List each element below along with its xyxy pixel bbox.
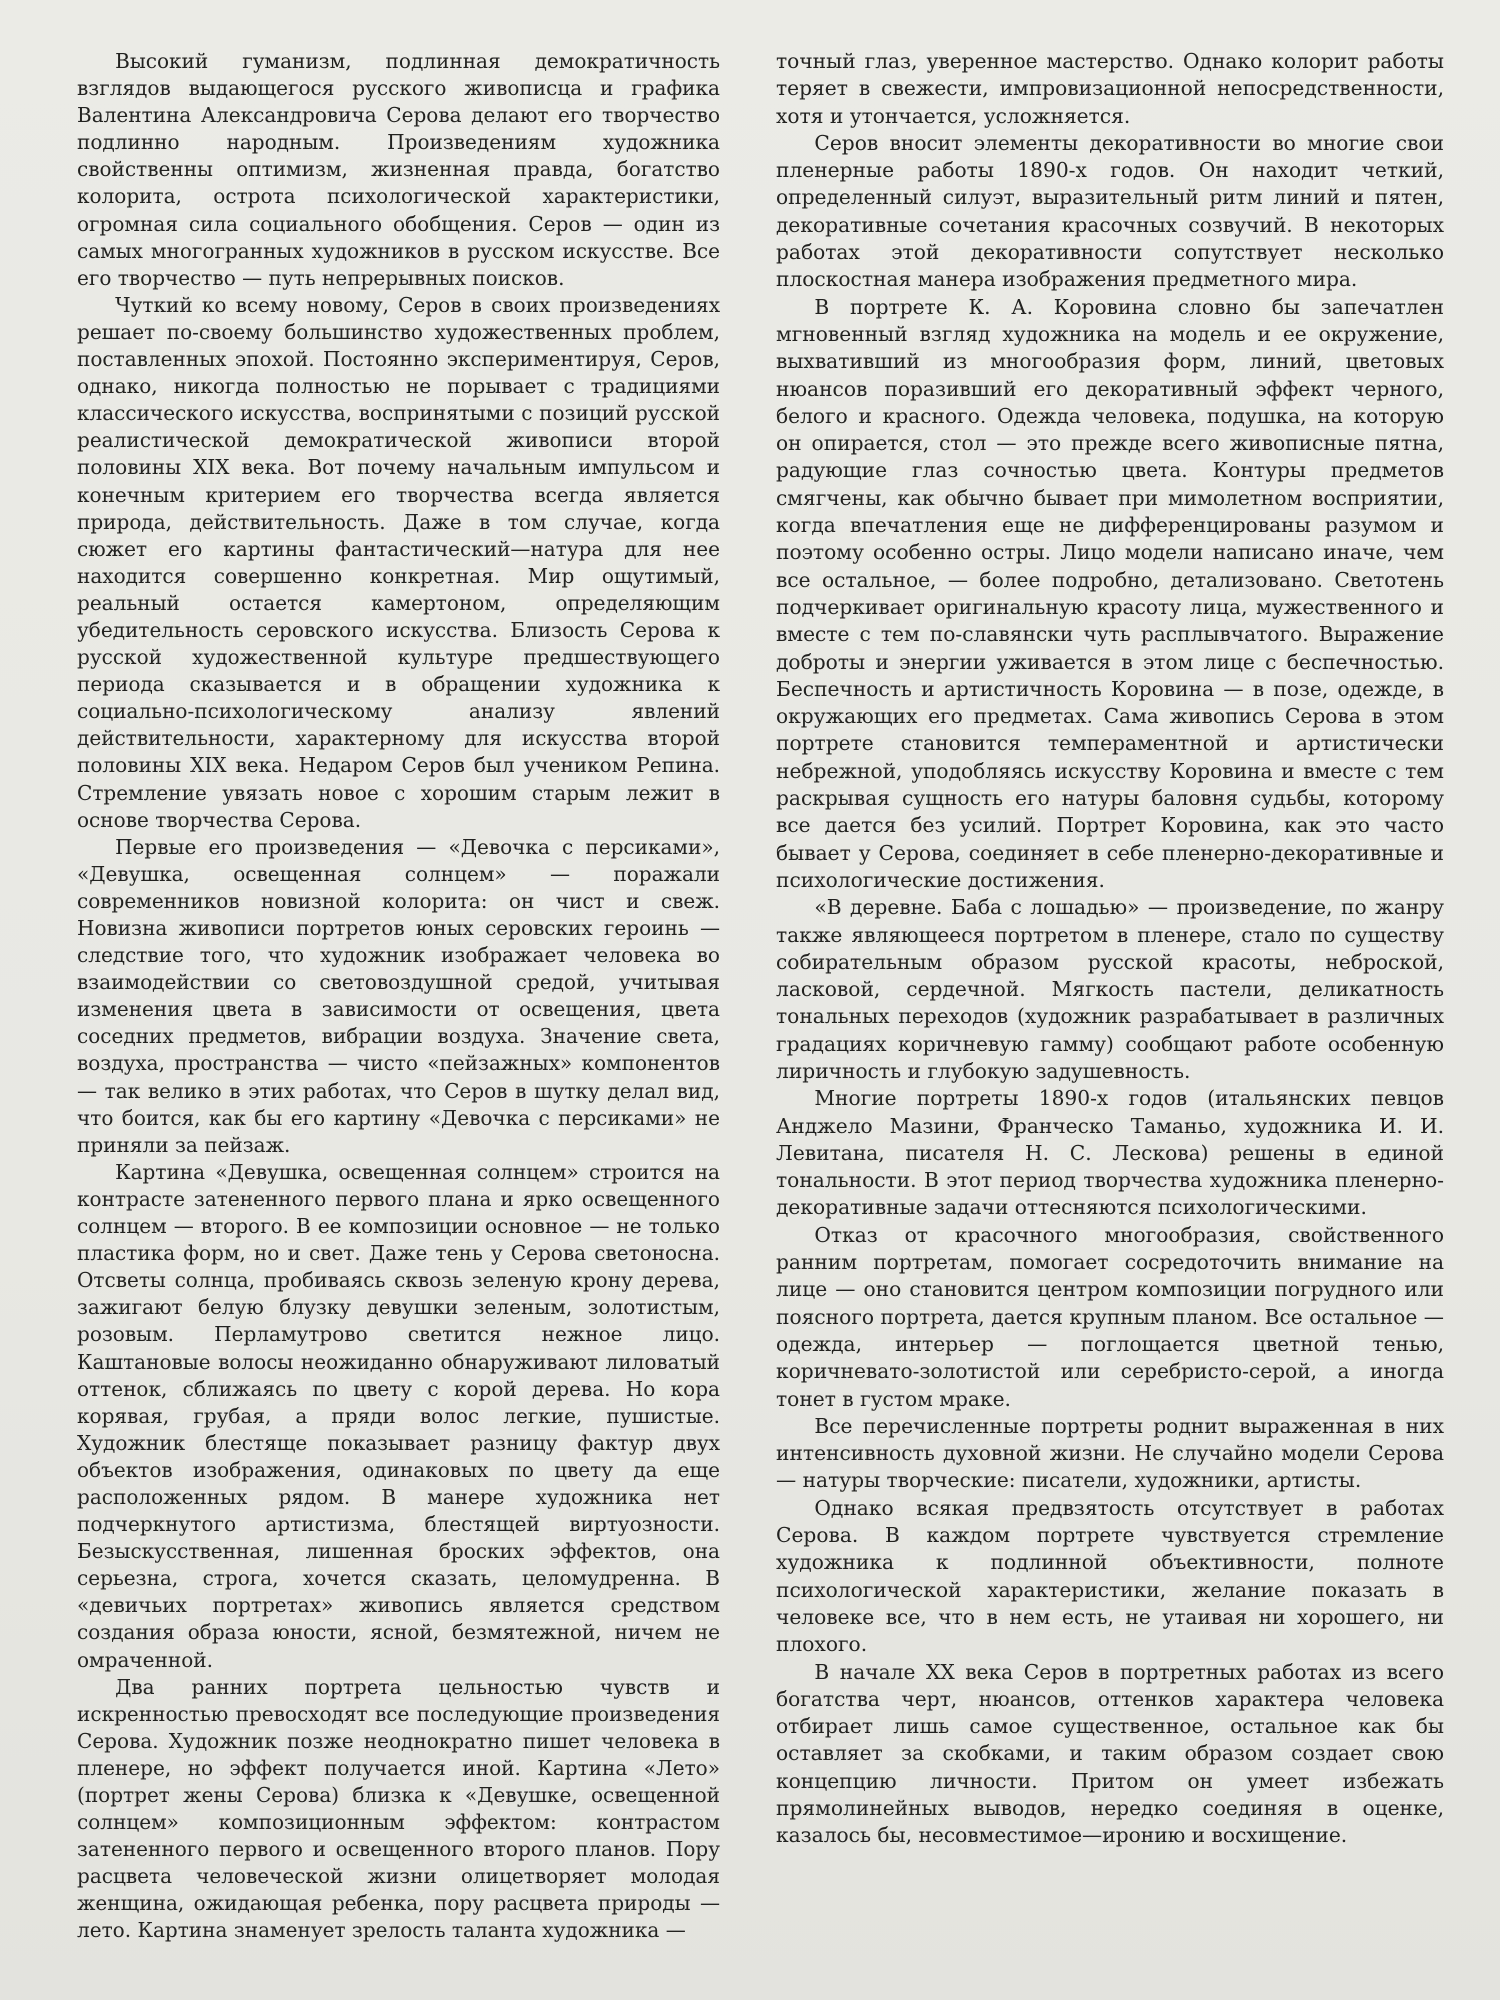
paragraph: Первые его произведения — «Девочка с персиками», «Девушка, освещенная солнцем» — поражали современников новизной колорита: он чист и свеж. Новизна живописи портретов юных серовских героинь — следствие того, что художник изображает человека во взаимодействии со световоздушной средой, учитывая изменения цвета в зависимости от освещения, цвета соседних предметов, вибрации воздуха. Значение света, воздуха, пространства — чисто «пейзажных» компонентов — так велико в этих работах, что Серов в шутку делал вид, что боится, как бы его картину «Девочка с персиками» не приняли за пейзаж.	[77, 834, 720, 1157]
paragraph: Все перечисленные портреты роднит выраженная в них интенсивность духовной жизни. Не случайно модели Серова— натуры творческие: писатели, художники, артисты.	[776, 1413, 1444, 1493]
paragraph: Чуткий ко всему новому, Серов в своих произведениях решает по-своему большинство художественных проблем, поставленных эпохой. Постоянно экспериментируя, Серов, однако, никогда полностью не порывает с традициями классического искусства, воспринятыми с позиций русской реалистической демократической живописи второй половины XIX века. Вот почему начальным импульсом и конечным критерием его творчества всегда является природа, действительность. Даже в том случае, когда сюжет его картины фантастический—натура для нее находится совершенно конкретная. Мир ощутимый, реальный остается камертоном, определяющим убедительность серовского искусства. Близость Серова к русской художественной культуре предшествующего периода сказывается и в обращении художника к социально-психологическому анализу явлений действительности, характерному для искусства второй половины XIX века. Недаром Серов был учеником Репина. Стремление увязать новое с хорошим старым лежит в основе творчества Серова.	[77, 292, 720, 832]
paragraph: Многие портреты 1890-х годов (итальянских певцов Анджело Мазини, Франческо Таманьо, художника И. И. Левитана, писателя Н. С. Лескова) решены в единой тональности. В этот период творчества художника пленерно-декоративные задачи оттесняются психологическими.	[776, 1086, 1444, 1220]
paragraph: В портрете К. А. Коровина словно бы запечатлен мгновенный взгляд художника на модель и ее окружение, выхвативший из многообразия форм, линий, цветовых нюансов поразивший его декоративный эффект черного, белого и красного. Одежда человека, подушка, на которую он опирается, стол — это прежде всего живописные пятна, радующие глаз сочностью цвета. Контуры предметов смягчены, как обычно бывает при мимолетном восприятии, когда впечатления еще не дифференцированы разумом и поэтому особенно остры. Лицо модели написано иначе, чем все остальное, — более подробно, детализовано. Светотень подчеркивает оригинальную красоту лица, мужественного и вместе с тем по-славянски чуть расплывчатого. Выражение доброты и энергии уживается в этом лице с беспечностью. Беспечность и артистичность Коровина — в позе, одежде, в окружающих его предметах. Сама живопись Серова в этом портрете становится темпераментной и артистически небрежной, уподобляясь искусству Коровина и вместе с тем раскрывая сущность его натуры баловня судьбы, которому все дается без усилий. Портрет Коровина, как это часто бывает у Серова, соединяет в себе пленерно-декоративные и психологические достижения.	[776, 294, 1444, 892]
paragraph: Картина «Девушка, освещенная солнцем» строится на контрасте затененного первого плана и ярко освещенного солнцем — второго. В ее композиции основное — не только пластика форм, но и свет. Даже тень у Серова светоносна. Отсветы солнца, пробиваясь сквозь зеленую крону дерева, зажигают белую блузку девушки зеленым, золотистым, розовым. Перламутрово светится нежное лицо. Каштановые волосы неожиданно обнаруживают лиловатый оттенок, сближаясь по цвету с корой дерева. Но кора корявая, грубая, а пряди волос легкие, пушистые. Художник блестяще показывает разницу фактур двух объектов изображения, одинаковых по цвету да еще расположенных рядом. В манере художника нет подчеркнутого артистизма, блестящей виртуозности. Безыскусственная, лишенная броских эффектов, она серьезна, строга, хочется сказать, целомудренна. В «девичьих портретах» живопись является средством создания образа юности, ясной, безмятежной, ничем не омраченной.	[77, 1159, 720, 1672]
text-column-right	[776, 48, 1444, 1850]
paragraph: В начале XX века Серов в портретных работах из всего богатства черт, нюансов, оттенков характера человека отбирает лишь самое существенное, остальное как бы оставляет за скобками, и таким образом создает свою концепцию личности. Притом он умеет избежать прямолинейных выводов, нередко соединяя в оценке, казалось бы, несовместимое—иронию и восхищение.	[776, 1659, 1444, 1848]
paragraph: Отказ от красочного многообразия, свойственного ранним портретам, помогает сосредоточить внимание на лице — оно становится центром композиции погрудного или поясного портрета, дается крупным планом. Все остальное — одежда, интерьер — поглощается цветной тенью, коричневато-золотистой или серебристо-серой, а иногда тонет в густом мраке.	[776, 1222, 1444, 1411]
paragraph: Однако всякая предвзятость отсутствует в работах Серова. В каждом портрете чувствуется стремление художника к подлинной объективности, полноте психологической характеристики, желание показать в человеке все, что в нем есть, не утаивая ни хорошего, ни плохого.	[776, 1495, 1444, 1657]
paragraph-continued: точный глаз, уверенное мастерство. Однако колорит работы теряет в свежести, импровизационной непосредственности, хотя и утончается, усложняется.	[776, 49, 1444, 128]
paragraph: Высокий гуманизм, подлинная демократичность взглядов выдающегося русского живописца и графика Валентина Александровича Серова делают его творчество подлинно народным. Произведениям художника свойственны оптимизм, жизненная правда, богатство колорита, острота психологической характеристики, огромная сила социального обобщения. Серов — один из самых многогранных художников в русском искусстве. Все его творчество — путь непрерывных поисков.	[77, 49, 720, 290]
paragraph: Серов вносит элементы декоративности во многие свои пленерные работы 1890-х годов. Он находит четкий, определенный силуэт, выразительный ритм линий и пятен, декоративные сочетания красочных созвучий. В некоторых работах этой декоративности сопутствует несколько плоскостная манера изображения предметного мира.	[776, 130, 1444, 292]
paragraph: «В деревне. Баба с лошадью» — произведение, по жанру также являющееся портретом в пленере, стало по существу собирательным образом русской красоты, неброской, ласковой, сердечной. Мягкость пастели, деликатность тональных переходов (художник разрабатывает в различных градациях коричневую гамму) сообщают работе особенную лиричность и глубокую задушевность.	[776, 895, 1444, 1083]
paragraph: Два ранних портрета цельностью чувств и искренностью превосходят все последующие произведения Серова. Художник позже неоднократно пишет человека в пленере, но эффект получается иной. Картина «Лето» (портрет жены Серова) близка к «Девушке, освещенной солнцем» композиционным эффектом: контрастом затененного первого и освещенного второго планов. Пору расцвета человеческой жизни олицетворяет молодая женщина, ожидающая ребенка, пору расцвета природы — лето. Картина знаменует зрелость таланта художника —	[77, 1674, 720, 1943]
text-column-left	[77, 48, 720, 1945]
